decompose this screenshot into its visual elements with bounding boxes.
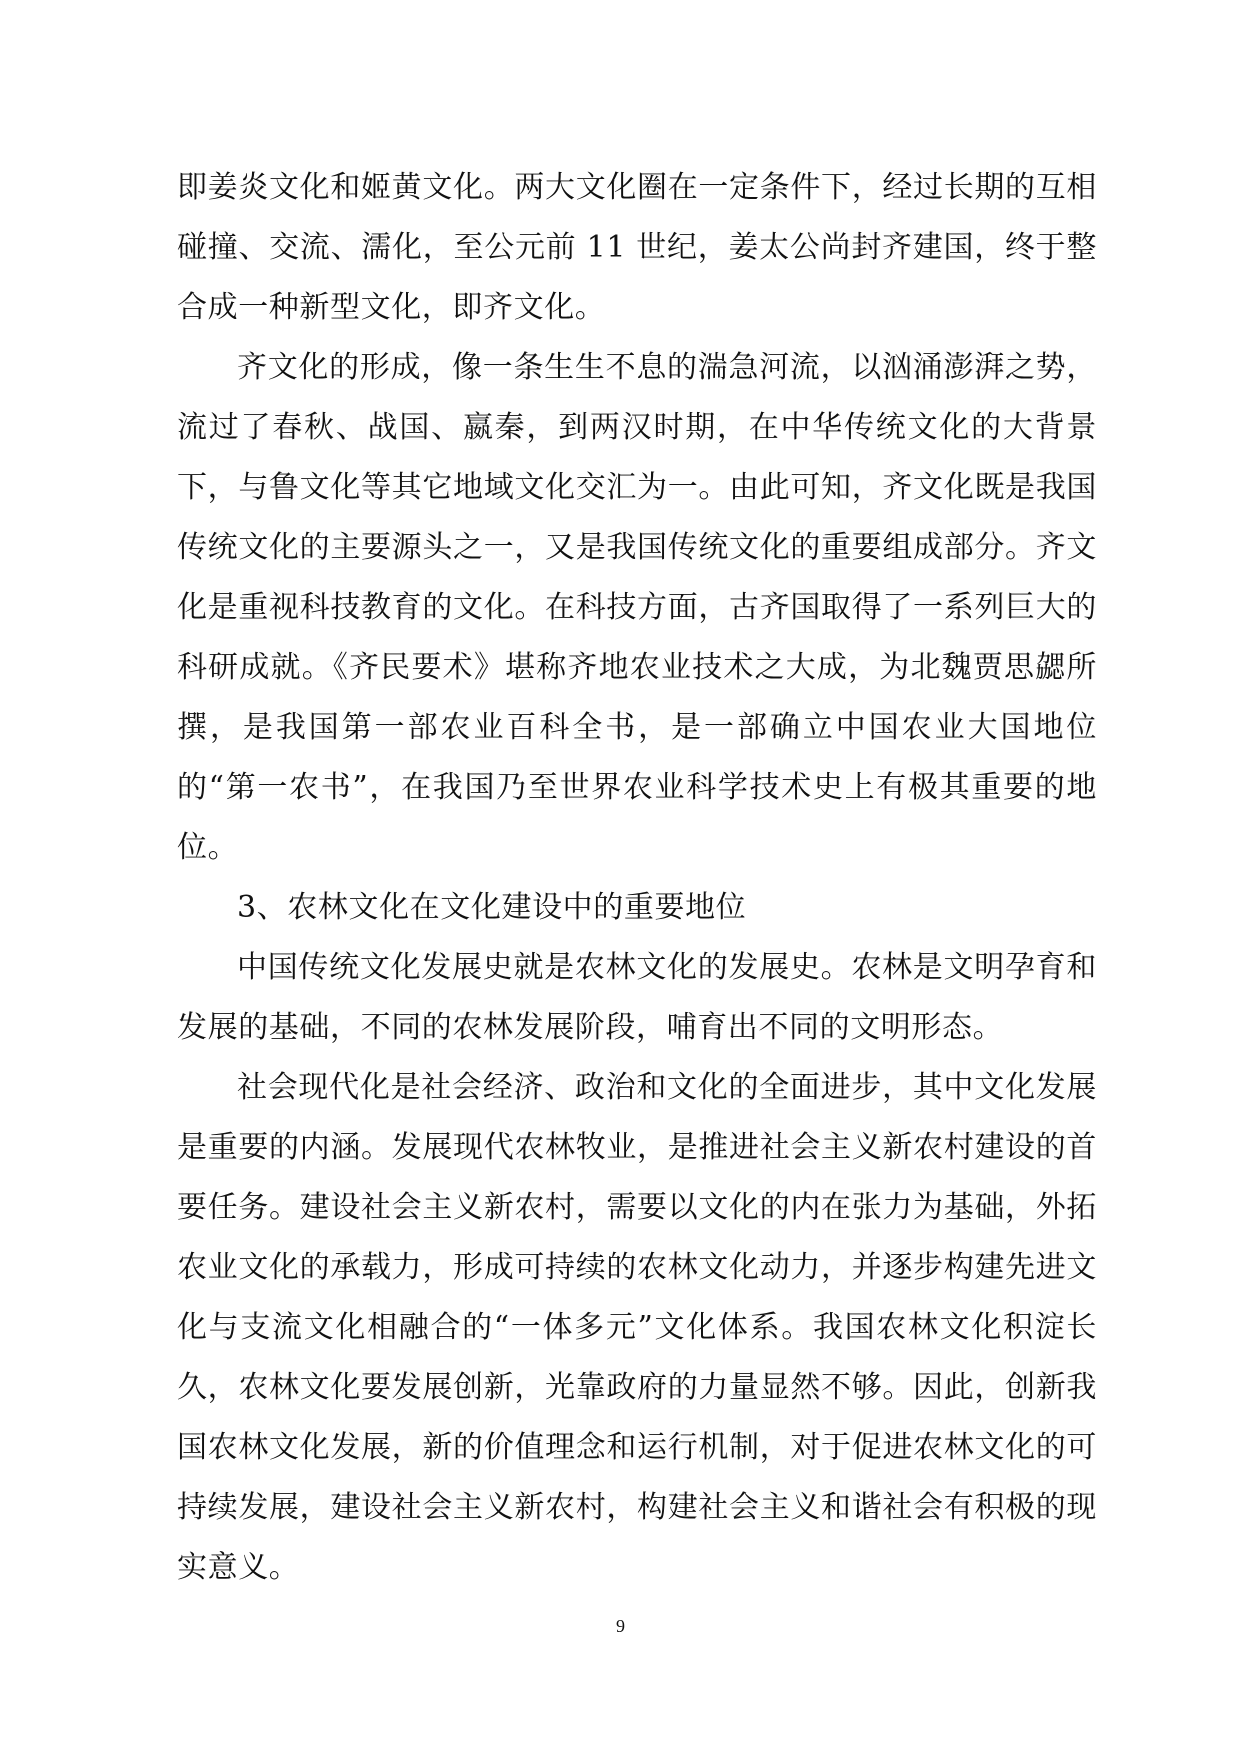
paragraph-agroforestry-history: 中国传统文化发展史就是农林文化的发展史。农林是文明孕育和发展的基础，不同的农林发展阶段，哺育出不同的文明形态。 <box>177 950 1097 1045</box>
section-heading: 3、农林文化在文化建设中的重要地位 <box>237 890 747 925</box>
document-body <box>177 158 1097 1598</box>
page-number: 9 <box>616 1616 625 1636</box>
paragraph-qi-culture: 齐文化的形成，像一条生生不息的湍急河流，以汹涌澎湃之势，流过了春秋、战国、嬴秦，到两汉时期，在中华传统文化的大背景下，与鲁文化等其它地域文化交汇为一。由此可知，齐文化既是我国传统文化的主要源头之一，又是我国传统文化的重要组成部分。齐文化是重视科技教育的文化。在科技方面，古齐国取得了一系列巨大的科研成就。《齐民要术》堪称齐地农业技术之大成，为北魏贾思勰所撰，是我国第一部农业百科全书，是一部确立中国农业大国地位的“第一农书”，在我国乃至世界农业科学技术史上有极其重要的地位。 <box>177 350 1097 865</box>
paragraph-modernization: 社会现代化是社会经济、政治和文化的全面进步，其中文化发展是重要的内涵。发展现代农林牧业，是推进社会主义新农村建设的首要任务。建设社会主义新农村，需要以文化的内在张力为基础，外拓农业文化的承载力，形成可持续的农林文化动力，并逐步构建先进文化与支流文化相融合的“一体多元”文化体系。我国农林文化积淀长久，农林文化要发展创新，光靠政府的力量显然不够。因此，创新我国农林文化发展，新的价值理念和运行机制，对于促进农林文化的可持续发展，建设社会主义新农村，构建社会主义和谐社会有积极的现实意义。 <box>177 1070 1097 1585</box>
paragraph-continuation: 即姜炎文化和姬黄文化。两大文化圈在一定条件下，经过长期的互相碰撞、交流、濡化，至公元前 11 世纪，姜太公尚封齐建国，终于整合成一种新型文化，即齐文化。 <box>177 170 1097 325</box>
